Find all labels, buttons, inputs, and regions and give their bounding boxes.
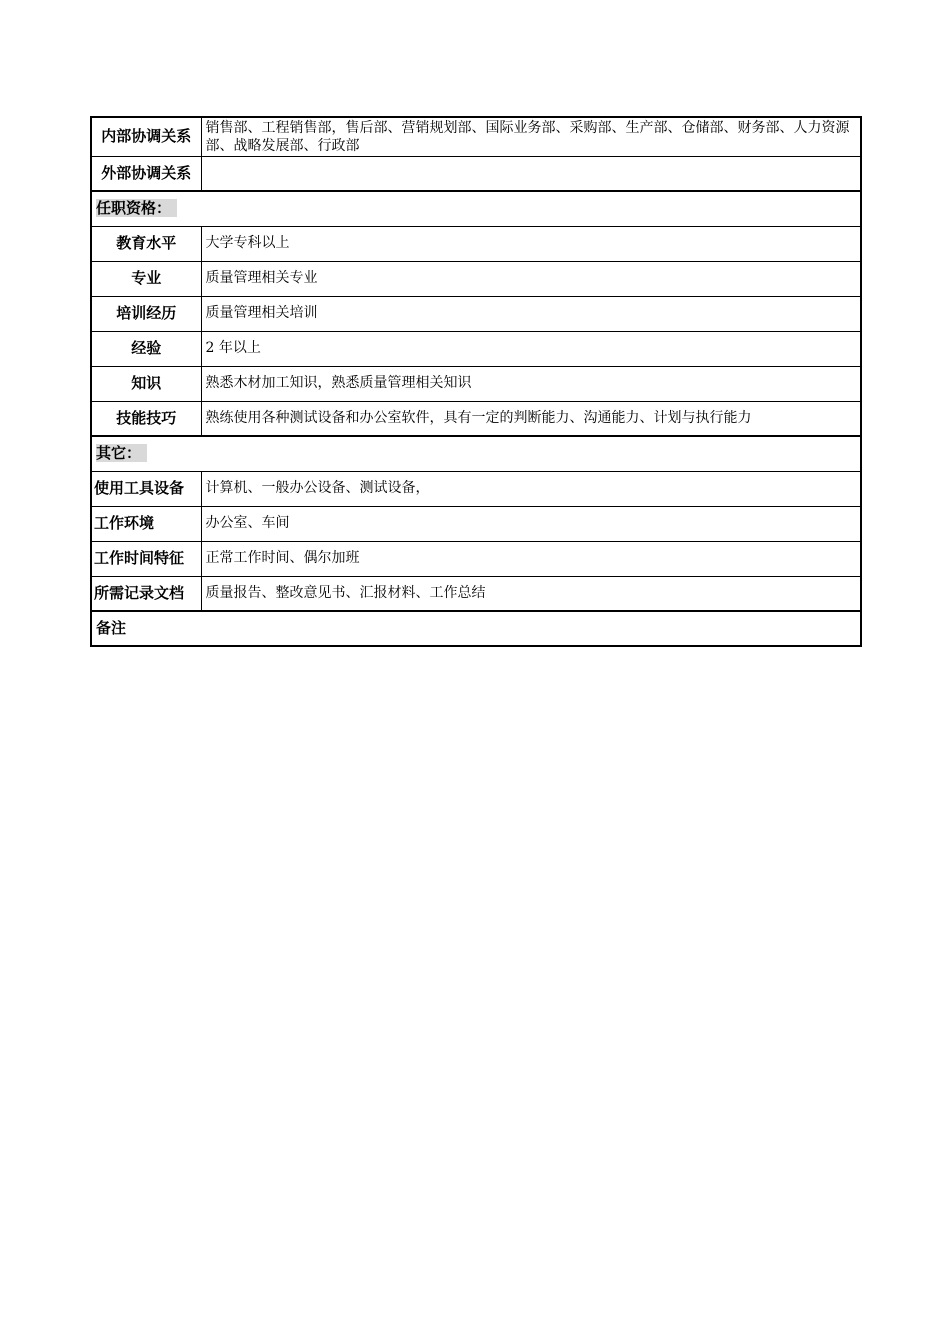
environment-value: 办公室、车间 xyxy=(201,506,861,541)
table-row-internal xyxy=(91,117,861,156)
table-row xyxy=(91,366,861,401)
internal-coordination-label: 内部协调关系 xyxy=(91,117,201,156)
section-row-remarks xyxy=(91,611,861,646)
table-row-external xyxy=(91,156,861,191)
job-description-table xyxy=(90,116,862,647)
table-row xyxy=(91,296,861,331)
experience-value: 2 年以上 xyxy=(201,331,861,366)
table-row xyxy=(91,331,861,366)
work-hours-label: 工作时间特征 xyxy=(91,541,201,576)
skills-value: 熟练使用各种测试设备和办公室软件，具有一定的判断能力、沟通能力、计划与执行能力 xyxy=(201,401,861,436)
knowledge-label: 知识 xyxy=(91,366,201,401)
other-heading: 其它： xyxy=(96,444,147,462)
training-value: 质量管理相关培训 xyxy=(201,296,861,331)
environment-label: 工作环境 xyxy=(91,506,201,541)
tools-value: 计算机、一般办公设备、测试设备， xyxy=(201,471,861,506)
major-label: 专业 xyxy=(91,261,201,296)
table-row xyxy=(91,226,861,261)
external-coordination-value xyxy=(201,156,861,191)
knowledge-value: 熟悉木材加工知识，熟悉质量管理相关知识 xyxy=(201,366,861,401)
internal-coordination-value: 销售部、工程销售部，售后部、营销规划部、国际业务部、采购部、生产部、仓储部、财务部、人力资源部、战略发展部、行政部 xyxy=(201,117,861,156)
qualifications-heading: 任职资格： xyxy=(96,199,177,217)
work-hours-value: 正常工作时间、偶尔加班 xyxy=(201,541,861,576)
table-row xyxy=(91,506,861,541)
remarks-heading: 备注 xyxy=(91,611,861,646)
experience-label: 经验 xyxy=(91,331,201,366)
table-row xyxy=(91,471,861,506)
tools-label: 使用工具设备 xyxy=(91,471,201,506)
external-coordination-label: 外部协调关系 xyxy=(91,156,201,191)
table-row xyxy=(91,576,861,611)
section-row-other xyxy=(91,436,861,471)
education-value: 大学专科以上 xyxy=(201,226,861,261)
education-label: 教育水平 xyxy=(91,226,201,261)
table-row xyxy=(91,541,861,576)
documents-value: 质量报告、整改意见书、汇报材料、工作总结 xyxy=(201,576,861,611)
section-row-qualifications xyxy=(91,191,861,226)
documents-label: 所需记录文档 xyxy=(91,576,201,611)
table-row xyxy=(91,261,861,296)
major-value: 质量管理相关专业 xyxy=(201,261,861,296)
training-label: 培训经历 xyxy=(91,296,201,331)
skills-label: 技能技巧 xyxy=(91,401,201,436)
table-row xyxy=(91,401,861,436)
